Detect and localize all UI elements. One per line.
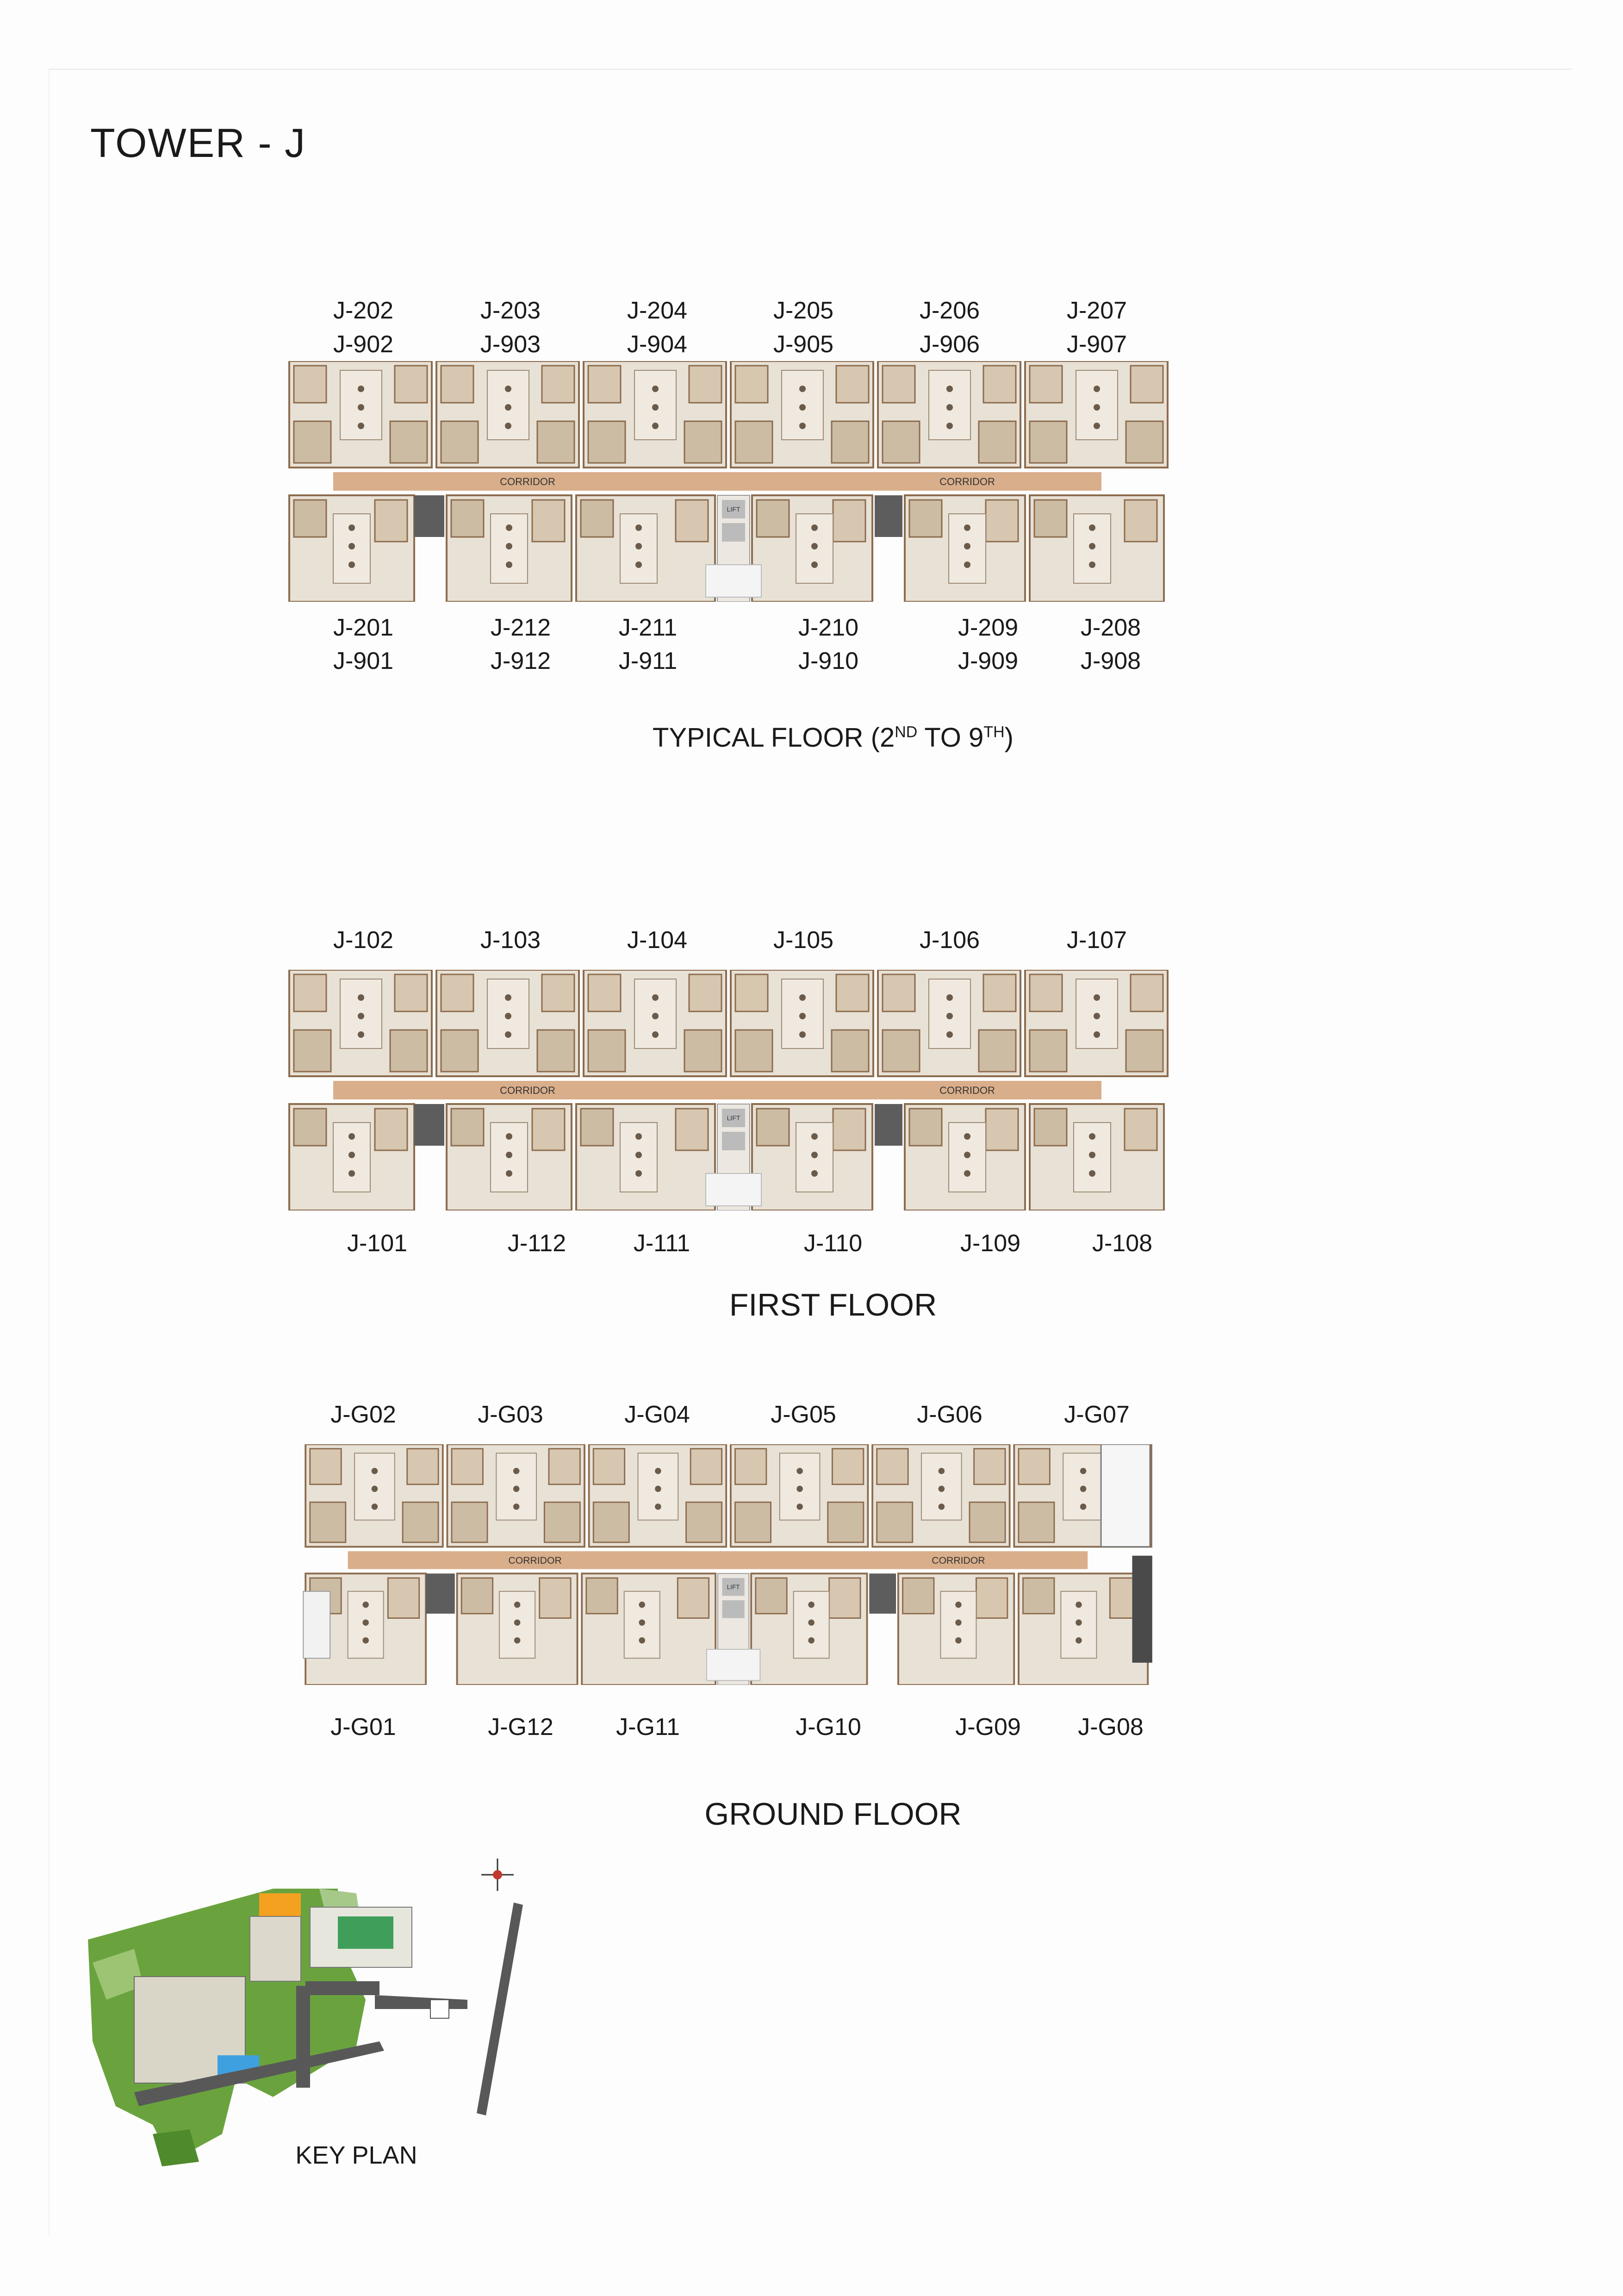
stair-core	[869, 1573, 896, 1614]
first-bottom-unit-label: J-111	[633, 1230, 690, 1257]
top-unit-plan	[447, 1444, 585, 1547]
typical-bottom-unit-label: J-901	[333, 648, 394, 674]
ground-bottom-unit-label: J-G12	[488, 1714, 553, 1741]
top-unit-plan	[584, 361, 726, 468]
corridor-label: CORRIDOR	[500, 1085, 555, 1096]
ground-top-unit-label: J-G03	[478, 1401, 543, 1428]
typical-top-unit-label: J-903	[480, 331, 541, 358]
typical-top-unit-label: J-205	[773, 297, 834, 324]
corridor-label: CORRIDOR	[500, 476, 555, 487]
ground-floor-title: GROUND FLOOR	[704, 1797, 962, 1832]
key-plan-title: KEY PLAN	[295, 2141, 417, 2169]
top-unit-plan	[436, 970, 579, 1076]
typical-top-unit-label: J-202	[333, 297, 394, 324]
top-unit-plan	[872, 1444, 1010, 1547]
stair-core	[414, 1104, 444, 1146]
corridor-label: CORRIDOR	[939, 1085, 995, 1096]
stair-core	[414, 495, 444, 537]
typical-bottom-unit-label: J-908	[1080, 648, 1141, 674]
top-unit-plan	[731, 361, 873, 468]
bottom-unit-plan	[582, 1573, 715, 1685]
ground-top-unit-label: J-G06	[917, 1401, 983, 1428]
typical-top-unit-label: J-904	[627, 331, 688, 358]
top-unit-plan	[584, 970, 726, 1076]
typical-bottom-unit-label: J-912	[490, 648, 551, 674]
top-unit-plan	[1025, 970, 1168, 1076]
bottom-unit-plan	[905, 1104, 1025, 1210]
bottom-unit-plan	[457, 1573, 578, 1685]
top-unit-plan	[289, 361, 432, 468]
first-bottom-unit-label: J-109	[960, 1230, 1021, 1257]
corridor-label: CORRIDOR	[932, 1555, 985, 1566]
bottom-unit-plan	[576, 495, 715, 602]
ground-bottom-unit-label: J-G10	[796, 1714, 861, 1741]
typical-bottom-unit-label: J-201	[333, 614, 394, 641]
typical-top-unit-label: J-906	[919, 331, 980, 358]
first-floor-title: FIRST FLOOR	[729, 1287, 937, 1323]
corridor-label: CORRIDOR	[939, 476, 995, 487]
top-unit-plan	[589, 1444, 727, 1547]
first-top-unit-label: J-105	[773, 927, 834, 954]
top-unit-plan	[1025, 361, 1168, 468]
first-top-unit-label: J-106	[919, 927, 980, 954]
ground-top-unit-label: J-G05	[771, 1401, 836, 1428]
stair-flight	[303, 1591, 330, 1658]
ground-bottom-unit-label: J-G01	[330, 1714, 396, 1741]
lift-box	[722, 1600, 745, 1618]
top-unit-plan	[731, 970, 873, 1076]
typical-bottom-unit-label: J-210	[798, 614, 859, 641]
first-bottom-unit-label: J-101	[347, 1230, 408, 1257]
typical-top-unit-label: J-203	[480, 297, 541, 324]
ramp-strip	[1132, 1556, 1152, 1663]
bottom-unit-plan	[447, 495, 572, 602]
typical-bottom-unit-label: J-212	[490, 614, 551, 641]
corridor-label: CORRIDOR	[508, 1555, 562, 1566]
typical-bottom-unit-label: J-211	[618, 614, 678, 641]
bottom-unit-plan	[751, 1573, 867, 1685]
lift-label: LIFT	[727, 505, 740, 513]
first-top-unit-label: J-102	[333, 927, 394, 954]
typical-bottom-unit-label: J-911	[618, 648, 678, 674]
typical-top-unit-label: J-902	[333, 331, 394, 358]
typical-top-unit-label: J-907	[1066, 331, 1127, 358]
ground-bottom-unit-label: J-G08	[1078, 1714, 1144, 1741]
bottom-unit-plan	[1030, 1104, 1164, 1210]
first-bottom-unit-label: J-112	[507, 1230, 566, 1257]
lift-box	[722, 1132, 745, 1150]
typical-bottom-unit-label: J-208	[1080, 614, 1141, 641]
first-bottom-unit-label: J-110	[803, 1230, 863, 1257]
typical-floor-plan	[287, 361, 1171, 602]
first-top-unit-label: J-107	[1066, 927, 1127, 954]
bottom-unit-plan	[1030, 495, 1164, 602]
tower-j-highlight	[259, 1893, 301, 1916]
lift-label: LIFT	[727, 1583, 740, 1591]
top-unit-plan	[878, 361, 1020, 468]
entry-steps	[707, 1649, 760, 1680]
bottom-unit-plan	[905, 495, 1025, 602]
typical-bottom-unit-label: J-910	[798, 648, 859, 674]
bottom-unit-plan	[576, 1104, 715, 1210]
top-unit-plan	[305, 1444, 443, 1547]
first-bottom-unit-label: J-108	[1092, 1230, 1153, 1257]
bottom-unit-plan	[898, 1573, 1014, 1685]
top-unit-plan	[436, 361, 579, 468]
entry-steps	[706, 1173, 761, 1206]
service-room	[1101, 1444, 1150, 1547]
first-top-unit-label: J-104	[627, 927, 688, 954]
top-unit-plan	[878, 970, 1020, 1076]
page-title: TOWER - J	[90, 120, 306, 166]
typical-top-unit-label: J-207	[1066, 297, 1127, 324]
bottom-unit-plan	[752, 1104, 872, 1210]
north-arrow-icon	[481, 1859, 514, 1891]
first-floor-plan	[287, 970, 1171, 1210]
stair-core	[426, 1573, 455, 1614]
bottom-unit-plan	[752, 495, 872, 602]
ground-bottom-unit-label: J-G09	[955, 1714, 1021, 1741]
typical-floor-title: TYPICAL FLOOR (2ND TO 9TH)	[653, 723, 1014, 753]
top-unit-plan	[731, 1444, 868, 1547]
key-plan-map	[79, 1847, 532, 2171]
first-top-unit-label: J-103	[480, 927, 541, 954]
stair-core	[875, 1104, 902, 1146]
typical-bottom-unit-label: J-209	[958, 614, 1019, 641]
stair-core	[875, 495, 902, 537]
bottom-unit-plan	[289, 495, 414, 602]
lift-box	[722, 523, 745, 542]
typical-bottom-unit-label: J-909	[958, 648, 1019, 674]
typical-top-unit-label: J-204	[627, 297, 688, 324]
entry-steps	[706, 565, 761, 597]
bottom-unit-plan	[1019, 1573, 1148, 1685]
ground-floor-plan	[287, 1444, 1171, 1685]
bottom-unit-plan	[289, 1104, 414, 1210]
bottom-unit-plan	[447, 1104, 572, 1210]
ground-top-unit-label: J-G04	[624, 1401, 690, 1428]
lift-label: LIFT	[727, 1114, 740, 1122]
typical-top-unit-label: J-206	[919, 297, 980, 324]
top-unit-plan	[289, 970, 432, 1076]
typical-top-unit-label: J-905	[773, 331, 834, 358]
ground-bottom-unit-label: J-G11	[616, 1714, 680, 1741]
ground-top-unit-label: J-G02	[330, 1401, 396, 1428]
ground-top-unit-label: J-G07	[1064, 1401, 1130, 1428]
